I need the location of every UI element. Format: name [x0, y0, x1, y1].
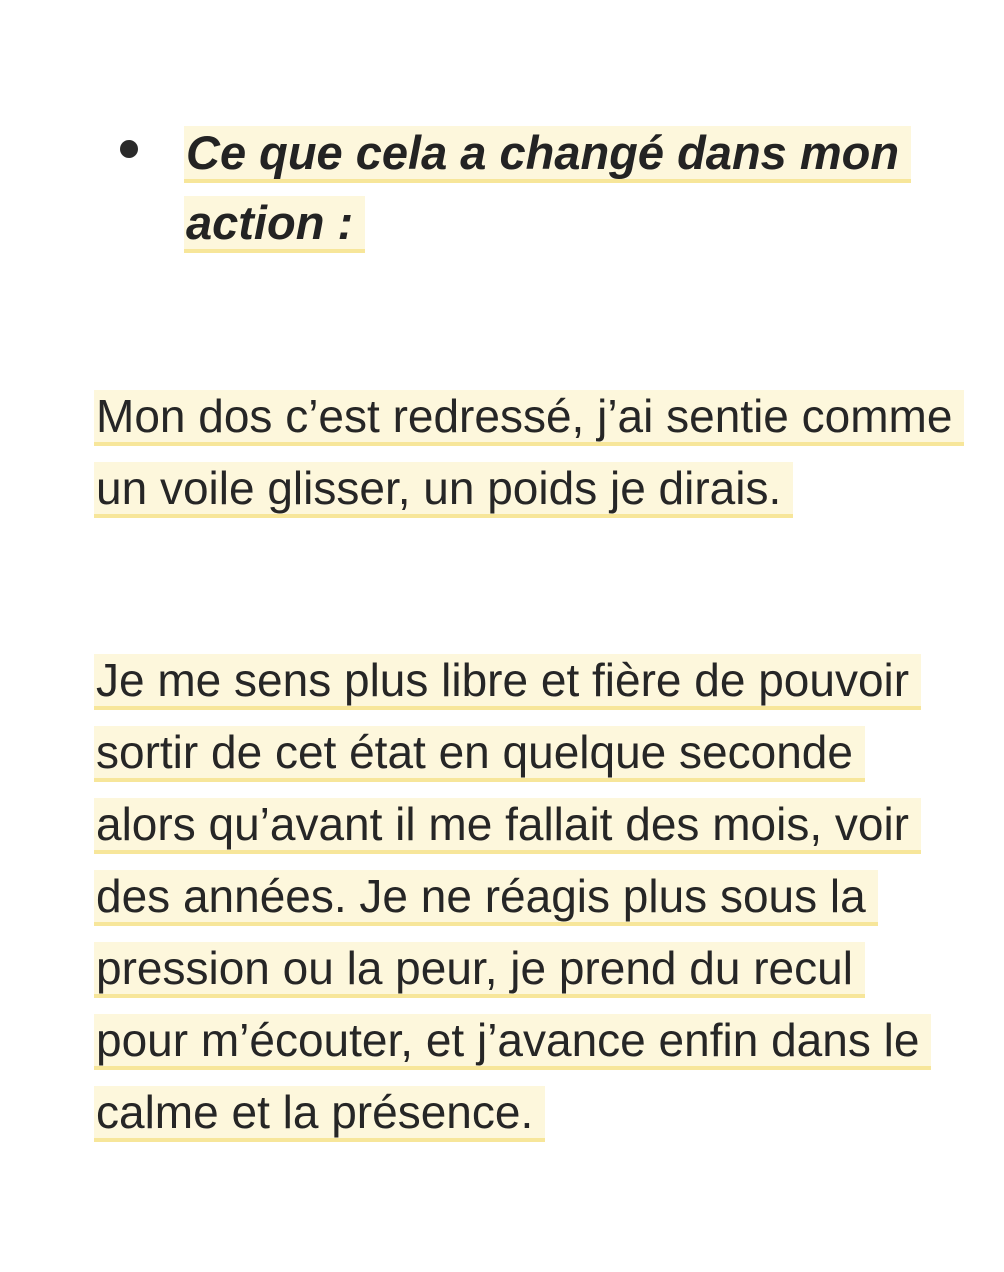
highlighted-paragraph-1-text[interactable]: Mon dos c’est redressé, j’ai sentie comme un voile glisser, un poids je dirais.: [94, 390, 964, 518]
bullet-heading: [184, 118, 984, 258]
paragraph-1: [94, 380, 954, 524]
bullet-dot-icon: [120, 140, 138, 158]
highlighted-heading-text[interactable]: Ce que cela a changé dans mon action :: [184, 126, 911, 253]
paragraph-2: [94, 644, 954, 1148]
highlighted-paragraph-2-text[interactable]: Je me sens plus libre et fière de pouvoir sortir de cet état en quelque seconde alors qu’avant il me fallait des mois, voir des années. Je ne réagis plus sous la pression ou la peur, je prend du recul pour m’écouter, et j’avance enfin dans le calme et la présence.: [94, 654, 931, 1142]
